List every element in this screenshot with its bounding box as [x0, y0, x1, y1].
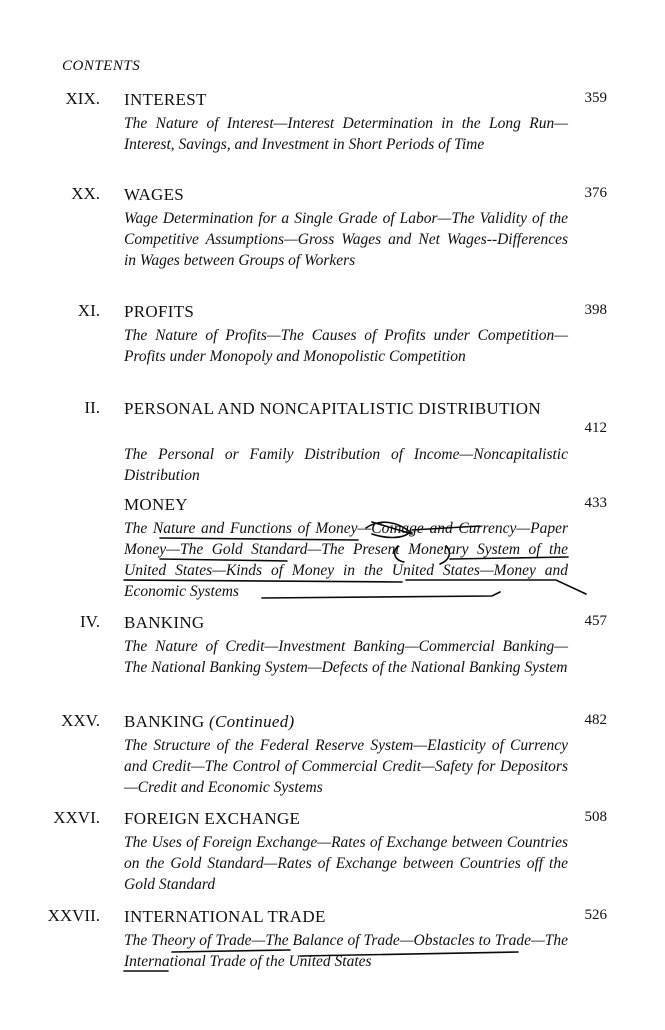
- page-number: 433: [584, 495, 607, 511]
- page-number: 482: [584, 712, 607, 728]
- chapter-title: FOREIGN EXCHANGE: [124, 809, 301, 828]
- chapter-number: XX.: [71, 184, 100, 203]
- page-header: CONTENTS: [62, 58, 141, 74]
- continued-note: (Continued): [209, 712, 295, 731]
- chapter-number: XIX.: [65, 89, 100, 108]
- page-number: 398: [584, 302, 607, 318]
- chapter-number: XXV.: [61, 711, 100, 730]
- chapter-description: Wage Determination for a Single Grade of Labor—The Validity of the Competitive Assumptions—Gross Wages and Net Wages--Differences in Wages between Groups of Workers: [124, 210, 568, 269]
- chapter-title: PROFITS: [124, 302, 195, 321]
- chapter-title: INTEREST: [124, 90, 207, 109]
- chapter-title: WAGES: [124, 185, 185, 204]
- chapter-title: BANKING: [124, 613, 205, 632]
- chapter-number: IV.: [80, 612, 100, 631]
- chapter-description: The Nature of Credit—Investment Banking—Commercial Banking—The National Banking System—Defects of the National Banking System: [124, 638, 568, 676]
- chapter-number: XXVI.: [53, 808, 100, 827]
- chapter-title: BANKING (Continued): [124, 712, 295, 731]
- chapter-description: The Structure of the Federal Reserve System—Elasticity of Currency and Credit—The Control of Commercial Credit—Safety for Depositors—Credit and Economic Systems: [124, 737, 568, 796]
- chapter-title: MONEY: [124, 495, 188, 514]
- chapter-description: The Nature and Functions of Money—Coinage and Currency—Paper Money—The Gold Standard—The Present Monetary System of the United States—Kinds of Money in the United States—Money and Economic Systems: [124, 520, 568, 600]
- page-number: 526: [584, 907, 607, 923]
- page-number: 376: [584, 185, 607, 201]
- chapter-number: II.: [84, 398, 100, 417]
- chapter-number: XXVII.: [47, 906, 100, 925]
- page-number: 359: [584, 90, 607, 106]
- chapter-title: PERSONAL AND NONCAPITALISTIC DISTRIBUTION: [124, 399, 541, 418]
- page-number: 412: [584, 420, 607, 436]
- chapter-description: The Uses of Foreign Exchange—Rates of Exchange between Countries on the Gold Standard—Rates of Exchange between Countries off the Gold Standard: [124, 834, 568, 893]
- chapter-number: XI.: [77, 301, 100, 320]
- page-number: 508: [584, 809, 607, 825]
- chapter-description: The Nature of Profits—The Causes of Profits under Competition—Profits under Monopoly and Monopolistic Competition: [124, 327, 568, 365]
- chapter-description: The Theory of Trade—The Balance of Trade—Obstacles to Trade—The International Trade of the United States: [124, 932, 568, 970]
- page-number: 457: [584, 613, 607, 629]
- chapter-description: The Personal or Family Distribution of Income—Noncapitalistic Distribution: [124, 446, 568, 484]
- chapter-title: INTERNATIONAL TRADE: [124, 907, 326, 926]
- chapter-description: The Nature of Interest—Interest Determination in the Long Run—Interest, Savings, and Investment in Short Periods of Time: [124, 115, 568, 153]
